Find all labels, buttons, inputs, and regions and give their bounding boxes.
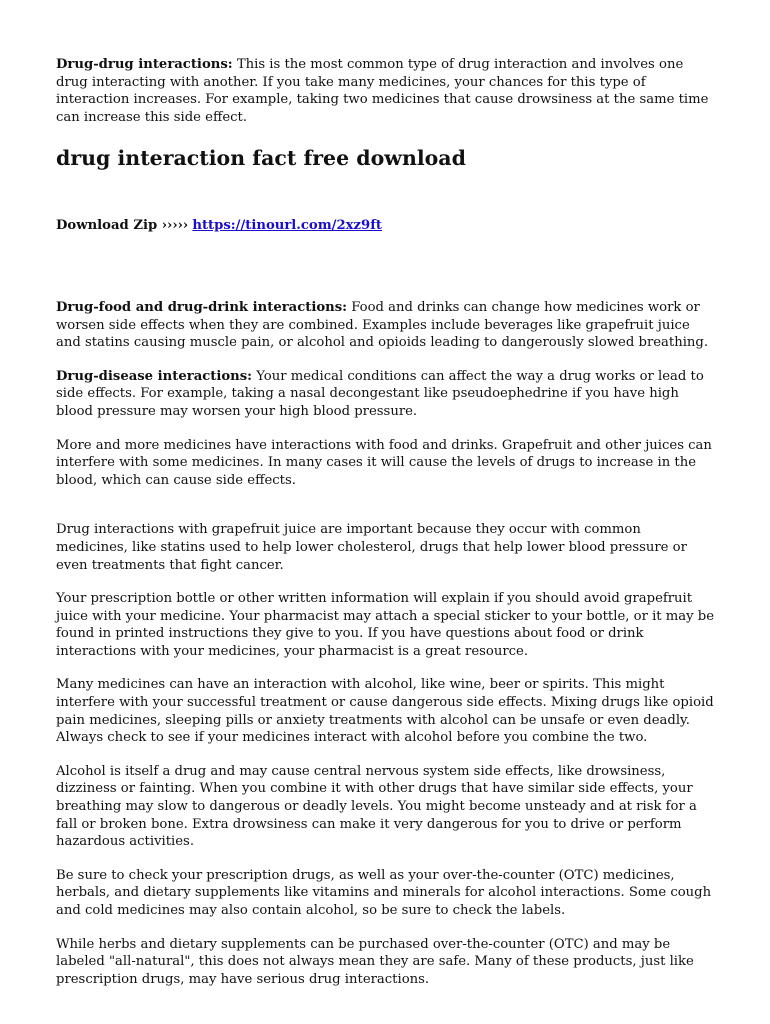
drug-food-text: Food and drinks can change how medicines work or worsen side effects when they are combined. Examples include beverages like grapefruit juice and statins causing muscle pain, or alcohol and opioids leading to dangerously slowed breathing. — [56, 299, 709, 351]
paragraph-check-labels: Be sure to check your prescription drugs, as well as your over-the-counter (OTC) medicines, herbals, and dietary supplements like vitamins and minerals for alcohol interactions. Some cough and cold medicines may also contain alcohol, so be sure to check the labels. — [56, 867, 712, 918]
document-page — [56, 56, 716, 988]
paragraph-drug-food — [56, 299, 716, 352]
paragraph-grapefruit: Drug interactions with grapefruit juice are important because they occur with common medicines, like statins used to help lower cholesterol, drugs that help lower blood pressure or even treatments that fight cancer. — [56, 522, 687, 573]
drug-drug-label: Drug-drug interactions: — [56, 57, 233, 72]
drug-disease-label: Drug-disease interactions: — [56, 368, 253, 384]
download-line — [56, 217, 716, 235]
page-heading: drug interaction fact free download — [56, 146, 466, 171]
drug-food-label: Drug-food and drug-drink interactions: — [56, 299, 348, 315]
paragraph-herbs: While herbs and dietary supplements can be purchased over-the-counter (OTC) and may be labeled "all-natural", this does not always mean they are safe. Many of these products, just like prescription drugs, may have serious drug interactions. — [56, 936, 694, 987]
paragraph-alcohol-drug: Alcohol is itself a drug and may cause central nervous system side effects, like drowsiness, dizziness or fainting. When you combine it with other drugs that have similar side effects, your breathing may slow to dangerous or deadly levels. You might become unsteady and at risk for a fall or broken bone. Extra drowsiness can make it very dangerous for you to drive or perform hazardous activities. — [56, 763, 697, 850]
drug-disease-text: Your medical conditions can affect the way a drug works or lead to side effects. For example, taking a nasal decongestant like pseudoephedrine if you have high blood pressure may worsen your high blood pressure. — [56, 368, 704, 419]
drug-drug-text: This is the most common type of drug interaction and involves one drug interacting with another. If you take many medicines, your chances for this type of interaction increases. For example, taking two medicines that cause drowsiness at the same time can increase this side effect. — [56, 57, 709, 125]
paragraph-drug-disease — [56, 368, 716, 421]
paragraph-alcohol: Many medicines can have an interaction with alcohol, like wine, beer or spirits. This might interfere with your successful treatment or cause dangerous side effects. Mixing drugs like opioid pain medicines, sleeping pills or anxiety treatments with alcohol can be unsafe or even deadly. Always check to see if your medicines interact with alcohol before you combine the two. — [56, 677, 714, 746]
download-link[interactable]: https://tinourl.com/2xz9ft — [192, 218, 382, 234]
paragraph-prescription: Your prescription bottle or other written information will explain if you should avoid grapefruit juice with your medicine. Your pharmacist may attach a special sticker to your bottle, or it may be found in printed instructions they give to you. If you have questions about food or drink interactions with your medicines, your pharmacist is a great resource. — [56, 591, 715, 659]
download-label: Download Zip ››››› — [56, 218, 189, 234]
paragraph-drug-drug — [56, 56, 716, 126]
paragraph-food-drinks: More and more medicines have interactions with food and drinks. Grapefruit and other juices can interfere with some medicines. In many cases it will cause the levels of drugs to increase in the blood, which can cause side effects. — [56, 437, 712, 488]
